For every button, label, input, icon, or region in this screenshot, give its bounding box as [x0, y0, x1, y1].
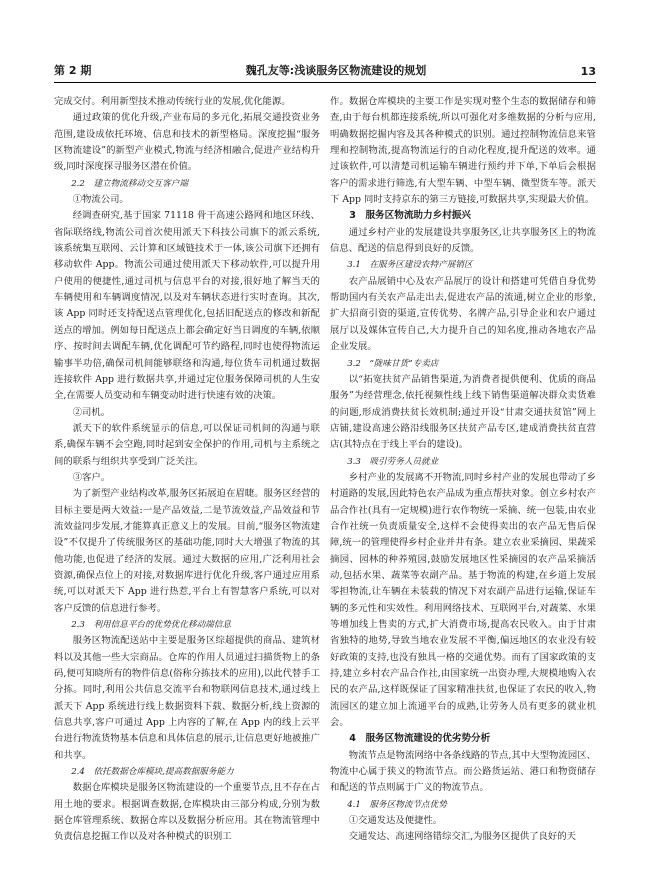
paragraph: 农产品展销中心及农产品展厅的设计和搭建可凭借自身优势帮助国内有关农产品走出去,促进农产品的流通,树立企业的形象,扩大招商引资的渠道,宣传优势、名牌产品,引导企业和农户通过展厅以及媒体宣传自己,大力提升自己的知名度,推动各地农产品企业发展。	[330, 275, 596, 353]
section-heading: 3 服务区物流助力乡村振兴	[349, 210, 471, 222]
paragraph: 物流节点是物流网络中各条线路的节点,其中大型物流园区、物流中心属于狭义的物流节点。而公路货运站、港口和物资储存和配送的节点则属于广义的物流节点。	[330, 749, 596, 794]
issue-number: 第 2 期	[54, 64, 92, 77]
paragraph: ①物流公司。	[72, 194, 129, 206]
paragraph: 作。数据仓库模块的主要工作是实现对整个生态的数据储存和筛查,由于每台机都连接系统,所以可强化对多维数据的分析与应用,明确数据挖掘内容及其各种模式的识别。通过控制物流信息来管理和控制物流,提高物流运行的自动化程度,提升配送的效率。通过该软件,可以清楚司机运输车辆进行预约并下单,下单后会根据客户的需求进行筛选,有大型车辆、中型车辆、微型货车等。派天下 App 同时支持京东的第三方链接,可数据共享,实现最大价值。	[330, 96, 596, 206]
paragraph: 数据仓库模块是服务区物流建设的一个重要节点,且不存在占用土地的要求。根据调查数据,仓库模块由三部分构成,分别为数据仓库管理系统、数据仓库以及数据分析应用。其在物流管理中负责信息挖掘工作以及对各种模式的识别工	[54, 782, 320, 843]
paragraph: ③客户。	[72, 471, 111, 483]
paragraph: 通过乡村产业的发展建设共享服务区,让共享服务区上的物流信息、配送的信息得到良好的反馈。	[330, 226, 596, 255]
running-header	[54, 60, 596, 78]
paragraph: 经调查研究,基于国家 71118 骨干高速公路网和地区环线、省际联络线,物流公司首次使用派天下科技公司旗下的派云系统,该系统集互联网、云计算和区域链技术于一体,该公司旗下还拥有移动软件 App。物流公司通过使用派天下移动软件,可以提升用户使用的便捷性,通过司机与信息平台的对接,很好地了解当天的车辆使用和车辆调度情况,以及对车辆状态进行实时查询。其次,该 App 同时还支持配送点管理优化,包括旧配送点的修改和新配送点的增加。例如每日配送点上都会确定好当日调度的车辆,依顺序、按时间去调配车辆,优化调配可节约路程,同时也使得物流运输事半功倍,确保司机间能够联络和沟通,每位货车司机通过数据连接软件 App 进行数据共享,并通过定位服务保障司机的人生安全,在需要人员变动和车辆变动时进行快速有效的决策。	[54, 210, 320, 402]
paragraph: 乡村产业的发展离不开物流,同时乡村产业的发展也带动了乡村道路的发展,因此特色农产品成为重点帮扶对象。创立乡村农产品合作社(具有一定规模)进行农作物统一采摘、统一包装,由农业合作社统一负责质量安全,这样不会使得卖出的农产品无售后保障,统一的管理使得乡村企业并井有条。建立农业采摘园、果蔬采摘园、园林的种养殖园,鼓励发展地区性采摘园的农产品采摘活动,包括水果、蔬菜等农副产品。基于物流的构建,在乡道上发展零担物流,让车辆在未装载的情况下对农副产品进行运输,保证车辆的多元性和实效性。利用网络技术、互联网平台,对蔬菜、水果等增加线上售卖的方式,扩大消费市场,提高农民收入。由于甘肃省独特的地势,导致当地农业发展不平衡,偏远地区的农业没有较好政策的支持,也没有独具一格的交通优势。而有了国家政策的支持,建立乡村农产品合作社,由国家统一出资办理,大规模地购入农民的农产品,这样既保证了国家精准扶贫,也保证了农民的收入,物流园区的建立加上流通平台的成熟,让劳务人员有更多的就业机会。	[330, 471, 596, 729]
paragraph: 派天下的软件系统显示的信息,可以保证司机间的沟通与联系,确保车辆不会空跑,同时起到安全保护的作用,司机与主系统之间的联系与组织共享受到广泛关注。	[54, 422, 320, 467]
page-number: 13	[580, 65, 596, 78]
paragraph: 交通发达、高速网络错综交汇,为服务区提供了良好的天	[348, 831, 576, 843]
subsection-heading: 2.2 建立物流移动交互客户端	[71, 178, 188, 189]
paragraph: 为了新型产业结构改革,服务区拓展迫在眉睫。服务区经营的目标主要是两大效益:一是产品效益,二是节流效益,产品效益和节流效益同步发展,才能算真正意义上的发展。目前,“服务区物流建设”不仅提升了传统服务区的基础功能,同时大大增强了物流的其他功能,也促进了经济的发展。通过大数据的应用,广泛利用社会资源,确保点位上的对接,对数据库进行优化升级,客户通过应用系统,可以对派天下 App 进行热惹,平台上有智慧客户系统,可以对客户反馈的信息进行参考。	[54, 488, 320, 614]
paragraph: 以“拓宽扶贫产品销售渠道,为消费者提供便利、优质的商品服务”为经营理念,依托视频性线上线下销售渠道解决群众卖货难的问题,形成消费扶贫长效机制;通过开设“甘肃交通扶贫馆”网上店铺,建设高速公路沿线服务区扶贫产品专区,建成消费扶贫直营店(其特点在于线上平台的建设)。	[330, 373, 596, 451]
left-column	[54, 94, 320, 846]
paragraph: ①交通发达及便捷性。	[348, 815, 443, 827]
subsection-heading: 4.1 服务区物流节点优势	[347, 799, 447, 810]
paragraph: 服务区物流配送站中主要是服务区综超提供的商品、建筑材料以及其他一些大宗商品。仓库的作用人员通过扫描货物上的条码,便可知晓所有的物件信息(俗称分拣技术的应用),以此代替手工分拣。同时,利用公共信息交流平台和物联网信息技术,通过线上派天下 App 系统进行线上数据资料下载、数据分析,线上资源的信息共享,客户可通过 App 上内容的了解,在 App 内的线上云平台进行物流货物基本信息和具体信息的展示,让信息更好地被推广和共享。	[54, 635, 320, 761]
subsection-heading: 2.3 利用信息平台的优势优化移动端信息	[71, 620, 231, 630]
subsection-heading: 2.4 依托数据仓库模块,提高数据服务能力	[71, 767, 234, 778]
paragraph: ②司机。	[72, 406, 111, 418]
right-column	[330, 94, 596, 846]
paragraph: 通过政策的优化升级,产业布局的多元化,拓展交通投资业务范围,建设成依托环境、信息和技术的新型格局。深度挖掘“服务区物流建设”的新型产业模式,物流与经济相融合,促进产业结构升级,同时深度探寻服务区潜在价值。	[54, 112, 320, 173]
subsection-heading: 3.1 在服务区建设农特产展销区	[347, 260, 473, 271]
header-rule	[54, 82, 596, 83]
paragraph: 完成交付。利用新型技术推动传统行业的发展,优化能源。	[54, 96, 291, 107]
running-title: 魏孔友等:浅谈服务区物流建设的规划	[245, 64, 427, 77]
subsection-heading: 3.3 吸引劳务人员就业	[347, 456, 439, 467]
subsection-heading: 3.2 “陇味甘货”专卖店	[347, 358, 439, 369]
section-heading: 4 服务区物流建设的优劣势分析	[349, 733, 491, 745]
